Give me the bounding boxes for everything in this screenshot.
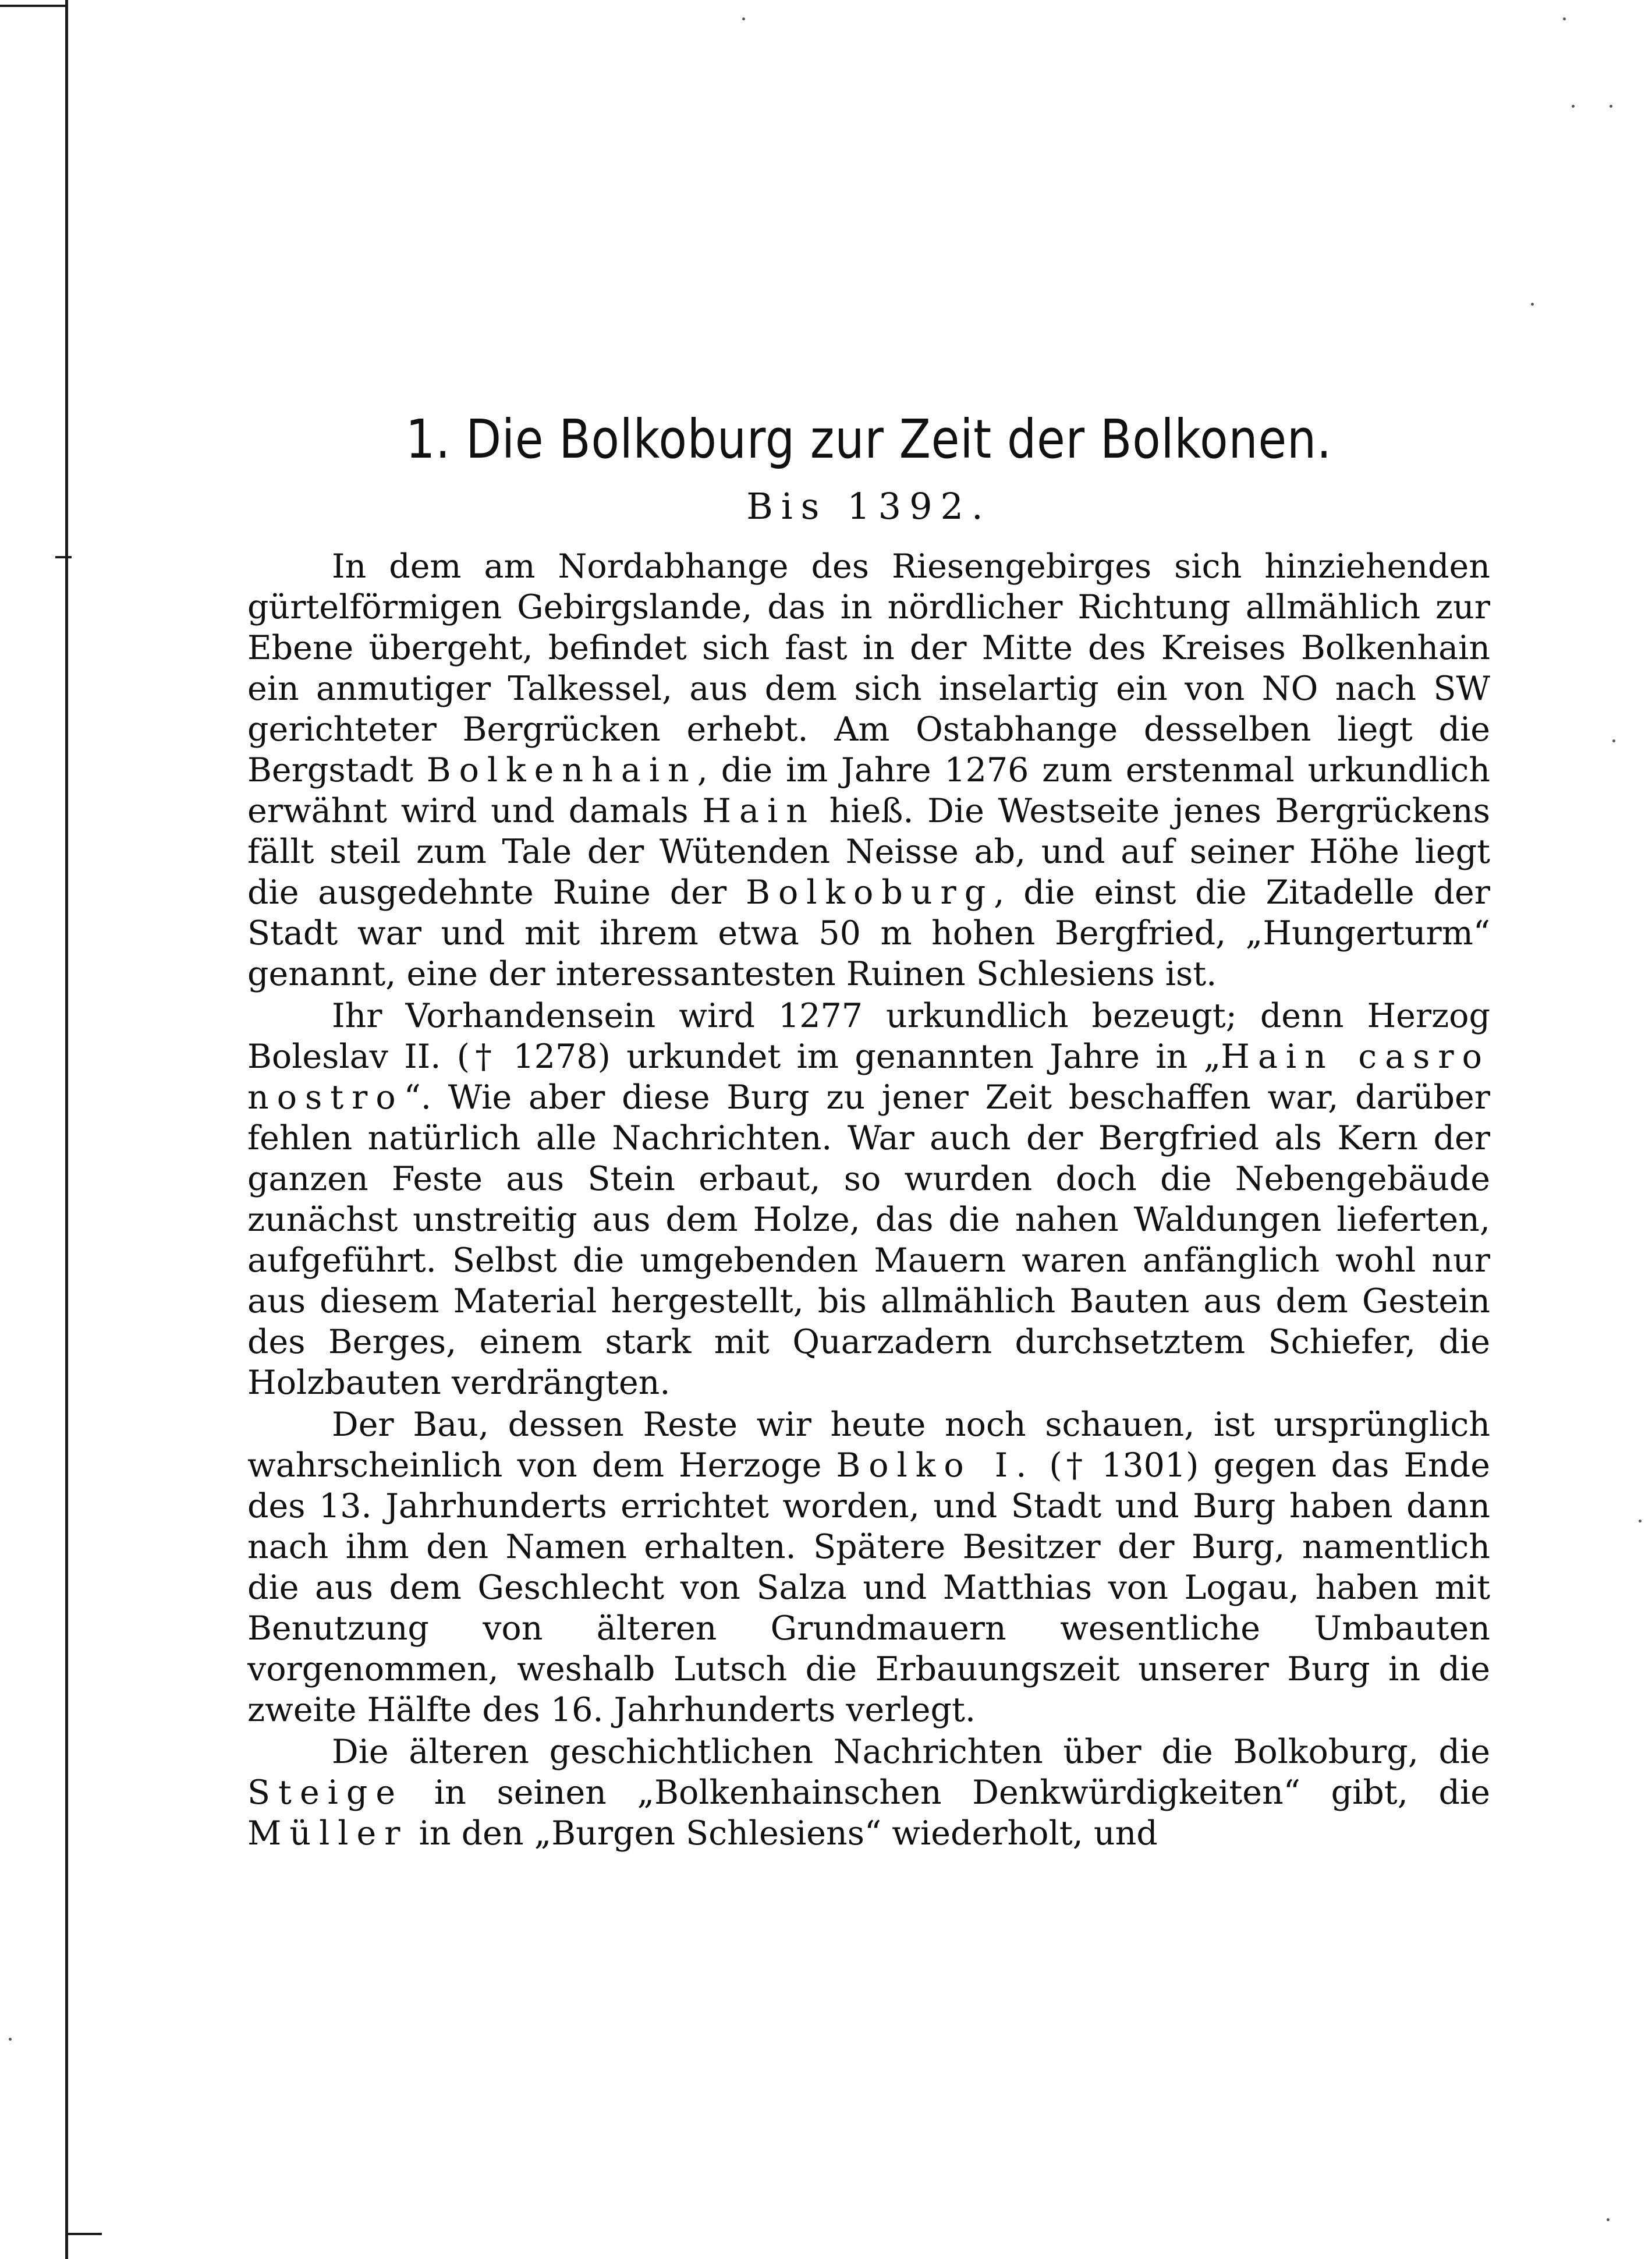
scan-speck — [1612, 739, 1615, 742]
scan-speck — [1572, 105, 1575, 108]
emphasized-name: Müller — [247, 1814, 409, 1853]
text-segment: in seinen „Bolkenhainschen Denkwürdigkeiten“ gibt, die — [403, 1773, 1490, 1812]
page-binding-edge — [65, 0, 68, 2259]
text-segment: († 1301) gegen das Ende des 13. Jahrhunderts errichtet worden, und Stadt und Burg haben dann nach ihm den Namen erhalten. Spätere Besitzer der Burg, namentlich die aus dem Geschlecht von Salza und Matthias von Logau, haben mit Benutzung von älteren Grundmauern wesentliche Umbauten vorgenommen, weshalb Lutsch die Erbauungszeit unserer Burg in die zweite Hälfte des 16. Jahrhunderts verlegt. — [247, 1446, 1490, 1729]
scan-speck — [742, 17, 745, 20]
text-segment: Ihr Vorhandensein wird 1277 urkundlich bezeugt; denn Herzog Boleslav II. († 1278) urkundet im genannten Jahre in „ — [247, 997, 1490, 1076]
text-segment: in den „Burgen Schlesiens“ wiederholt, und — [408, 1814, 1158, 1853]
paragraph — [247, 1732, 1490, 1854]
emphasized-name: Bolkoburg — [746, 873, 994, 912]
chapter-subtitle: Bis 1392. — [746, 485, 991, 527]
paragraph — [247, 1404, 1490, 1730]
scan-edge-mark — [67, 2233, 102, 2235]
scan-speck — [9, 2038, 12, 2041]
emphasized-name: Hain — [702, 792, 816, 830]
scan-edge-mark — [0, 5, 67, 7]
text-segment: “. Wie aber diese Burg zu jener Zeit beschaffen war, darüber fehlen natürlich alle Nachrichten. War auch der Bergfried als Kern der ganzen Feste aus Stein erbaut, so wurden doch die Nebengebäude zunächst unstreitig aus dem Holze, das die nahen Waldungen lieferten, aufgeführt. Selbst die umgebenden Mauern waren anfänglich wohl nur aus diesem Material hergestellt, bis allmählich Bauten aus dem Gestein des Berges, einem stark mit Quarzadern durchsetztem Schiefer, die Holzbauten verdrängten. — [247, 1078, 1490, 1402]
paragraph — [247, 546, 1490, 994]
emphasized-name: Hain casro nostro — [247, 1038, 1490, 1117]
body-text — [247, 546, 1490, 1854]
chapter-title: 1. Die Bolkoburg zur Zeit der Bolkonen. — [405, 408, 1332, 470]
text-segment: Die älteren geschichtlichen Nachrichten über die Bolkoburg, die — [332, 1733, 1490, 1771]
emphasized-name: Bolkenhain — [426, 751, 697, 789]
text-segment: , die einst die Zitadelle der Stadt war und mit ihrem etwa 50 m hohen Bergfried, „Hungerturm“ genannt, eine der interessantesten Ruinen Schlesiens ist. — [247, 873, 1490, 993]
text-segment: hieß. Die Westseite jenes Bergrückens fällt steil zum Tale der Wütenden Neisse ab, und auf seiner Höhe liegt die ausgedehnte Ruine der — [247, 792, 1490, 912]
scan-speck — [1607, 2218, 1610, 2221]
scan-speck — [1639, 1520, 1642, 1522]
text-segment: In dem am Nordabhange des Riesengebirges sich hinziehenden gürtelförmigen Gebirgslande, das in nördlicher Richtung allmählich zur Ebene übergeht, befindet sich fast in der Mitte des Kreises Bolkenhain ein anmutiger Talkessel, aus dem sich inselartig ein von NO nach SW gerichteter Bergrücken erhebt. Am Ostabhange desselben liegt die Bergstadt — [247, 547, 1490, 789]
emphasized-name: Steige — [247, 1773, 404, 1812]
scan-edge-mark — [55, 556, 72, 558]
scan-speck — [1563, 17, 1566, 20]
scan-speck — [1610, 105, 1612, 108]
scan-speck — [1531, 303, 1534, 306]
paragraph — [247, 996, 1490, 1403]
page-content — [247, 402, 1490, 1854]
emphasized-name: Bolko I. — [836, 1446, 1035, 1485]
text-segment: , die im Jahre 1276 zum erstenmal urkundlich erwähnt wird und damals — [247, 751, 1490, 830]
text-segment: Der Bau, dessen Reste wir heute noch schauen, ist ursprünglich wahrscheinlich von dem Herzoge — [247, 1405, 1490, 1485]
